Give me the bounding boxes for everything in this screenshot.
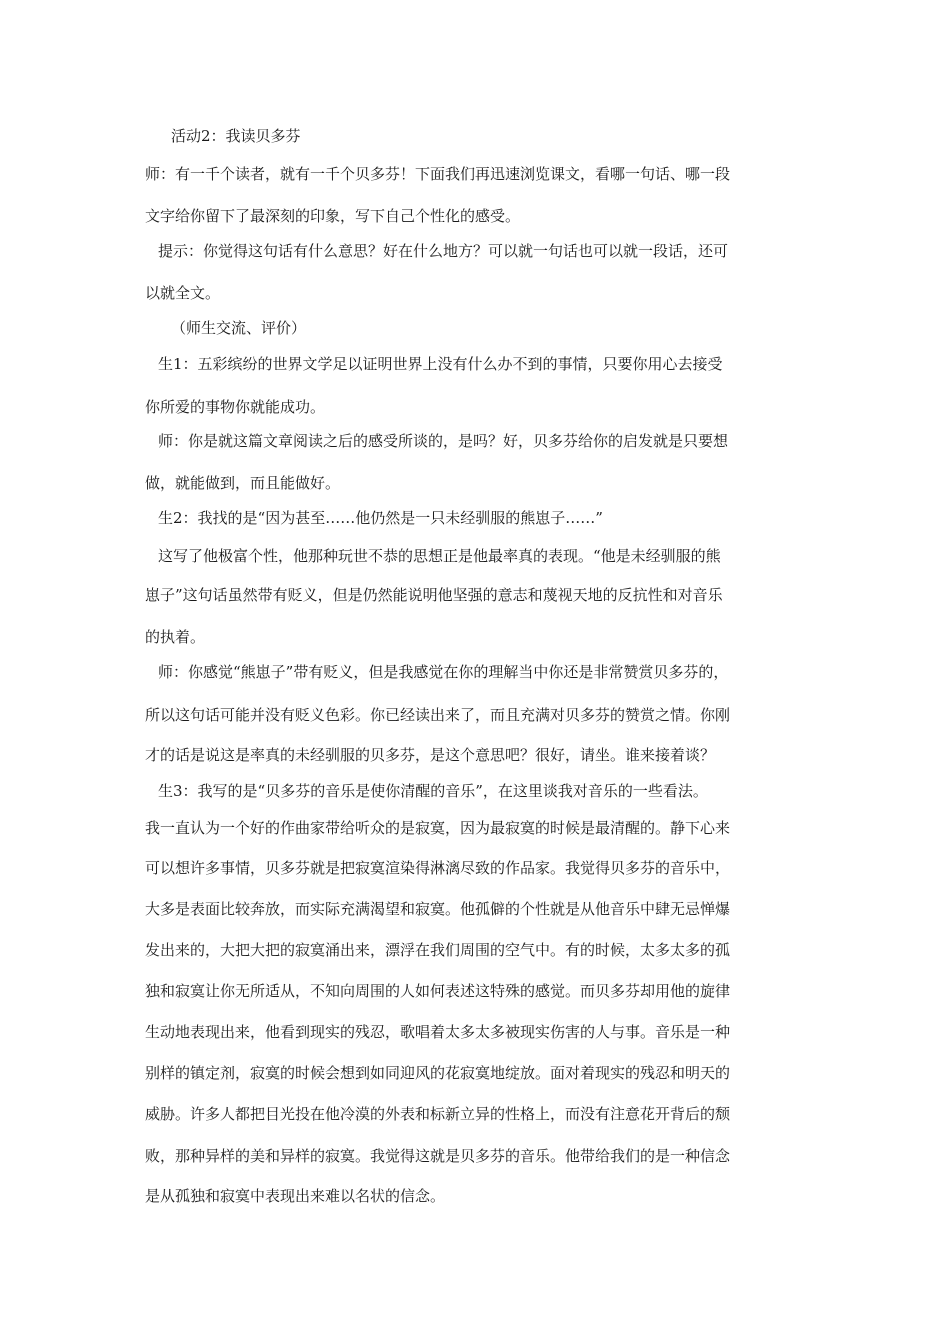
text-line: 威胁。许多人都把目光投在他冷漠的外表和标新立异的性格上，而没有注意花开背后的颓 — [145, 1105, 731, 1123]
text-line: 所以这句话可能并没有贬义色彩。你已经读出来了，而且充满对贝多芬的赞赏之情。你刚 — [145, 706, 731, 724]
text-line: 这写了他极富个性，他那种玩世不恭的思想正是他最率真的表现。“他是未经驯服的熊 — [158, 547, 721, 565]
text-line: 才的话是说这是率真的未经驯服的贝多芬，是这个意思吧？很好，请坐。谁来接着谈？ — [145, 746, 716, 764]
text-line: 师：你感觉“熊崽子”带有贬义，但是我感觉在你的理解当中你还是非常赞赏贝多芬的， — [158, 663, 729, 681]
text-line: （师生交流、评价） — [171, 319, 307, 337]
text-line: 独和寂寞让你无所适从，不知向周围的人如何表述这特殊的感觉。而贝多芬却用他的旋律 — [145, 982, 731, 1000]
text-line: 生1：五彩缤纷的世界文学足以证明世界上没有什么办不到的事情，只要你用心去接受 — [158, 355, 723, 373]
text-line: 文字给你留下了最深刻的印象，写下自己个性化的感受。 — [145, 207, 521, 225]
text-line: 败，那种异样的美和异样的寂寞。我觉得这就是贝多芬的音乐。他带给我们的是一种信念 — [145, 1147, 731, 1165]
text-line: 别样的镇定剂，寂寞的时候会想到如同迎风的花寂寞地绽放。面对着现实的残忍和明天的 — [145, 1064, 731, 1082]
text-line: 做，就能做到，而且能做好。 — [145, 474, 341, 492]
text-line: 师：有一千个读者，就有一千个贝多芬！下面我们再迅速浏览课文，看哪一句话、哪一段 — [145, 165, 731, 183]
text-line: 崽子”这句话虽然带有贬义，但是仍然能说明他坚强的意志和蔑视天地的反抗性和对音乐 — [145, 586, 723, 604]
activity-heading: 活动2：我读贝多芬 — [171, 127, 301, 145]
text-line: 可以想许多事情，贝多芬就是把寂寞渲染得淋漓尽致的作品家。我觉得贝多芬的音乐中， — [145, 859, 731, 877]
text-line: 师：你是就这篇文章阅读之后的感受所谈的，是吗？好，贝多芬给你的启发就是只要想 — [158, 432, 729, 450]
text-line: 发出来的，大把大把的寂寞涌出来，漂浮在我们周围的空气中。有的时候，太多太多的孤 — [145, 941, 731, 959]
text-line: 你所爱的事物你就能成功。 — [145, 398, 326, 416]
text-line: 生动地表现出来，他看到现实的残忍，歌唱着太多太多被现实伤害的人与事。音乐是一种 — [145, 1023, 731, 1041]
text-line: 提示：你觉得这句话有什么意思？好在什么地方？可以就一句话也可以就一段话，还可 — [158, 242, 729, 260]
text-line: 生2：我找的是“因为甚至……他仍然是一只未经驯服的熊崽子……” — [158, 509, 603, 527]
text-line: 生3：我写的是“贝多芬的音乐是使你清醒的音乐”，在这里谈我对音乐的一些看法。 — [158, 782, 708, 800]
text-line: 以就全文。 — [145, 284, 221, 302]
text-line: 大多是表面比较奔放，而实际充满渴望和寂寞。他孤僻的个性就是从他音乐中肆无忌惮爆 — [145, 900, 731, 918]
text-line: 是从孤独和寂寞中表现出来难以名状的信念。 — [145, 1187, 446, 1205]
text-line: 的执着。 — [145, 628, 206, 646]
text-line: 我一直认为一个好的作曲家带给听众的是寂寞，因为最寂寞的时候是最清醒的。静下心来 — [145, 819, 731, 837]
